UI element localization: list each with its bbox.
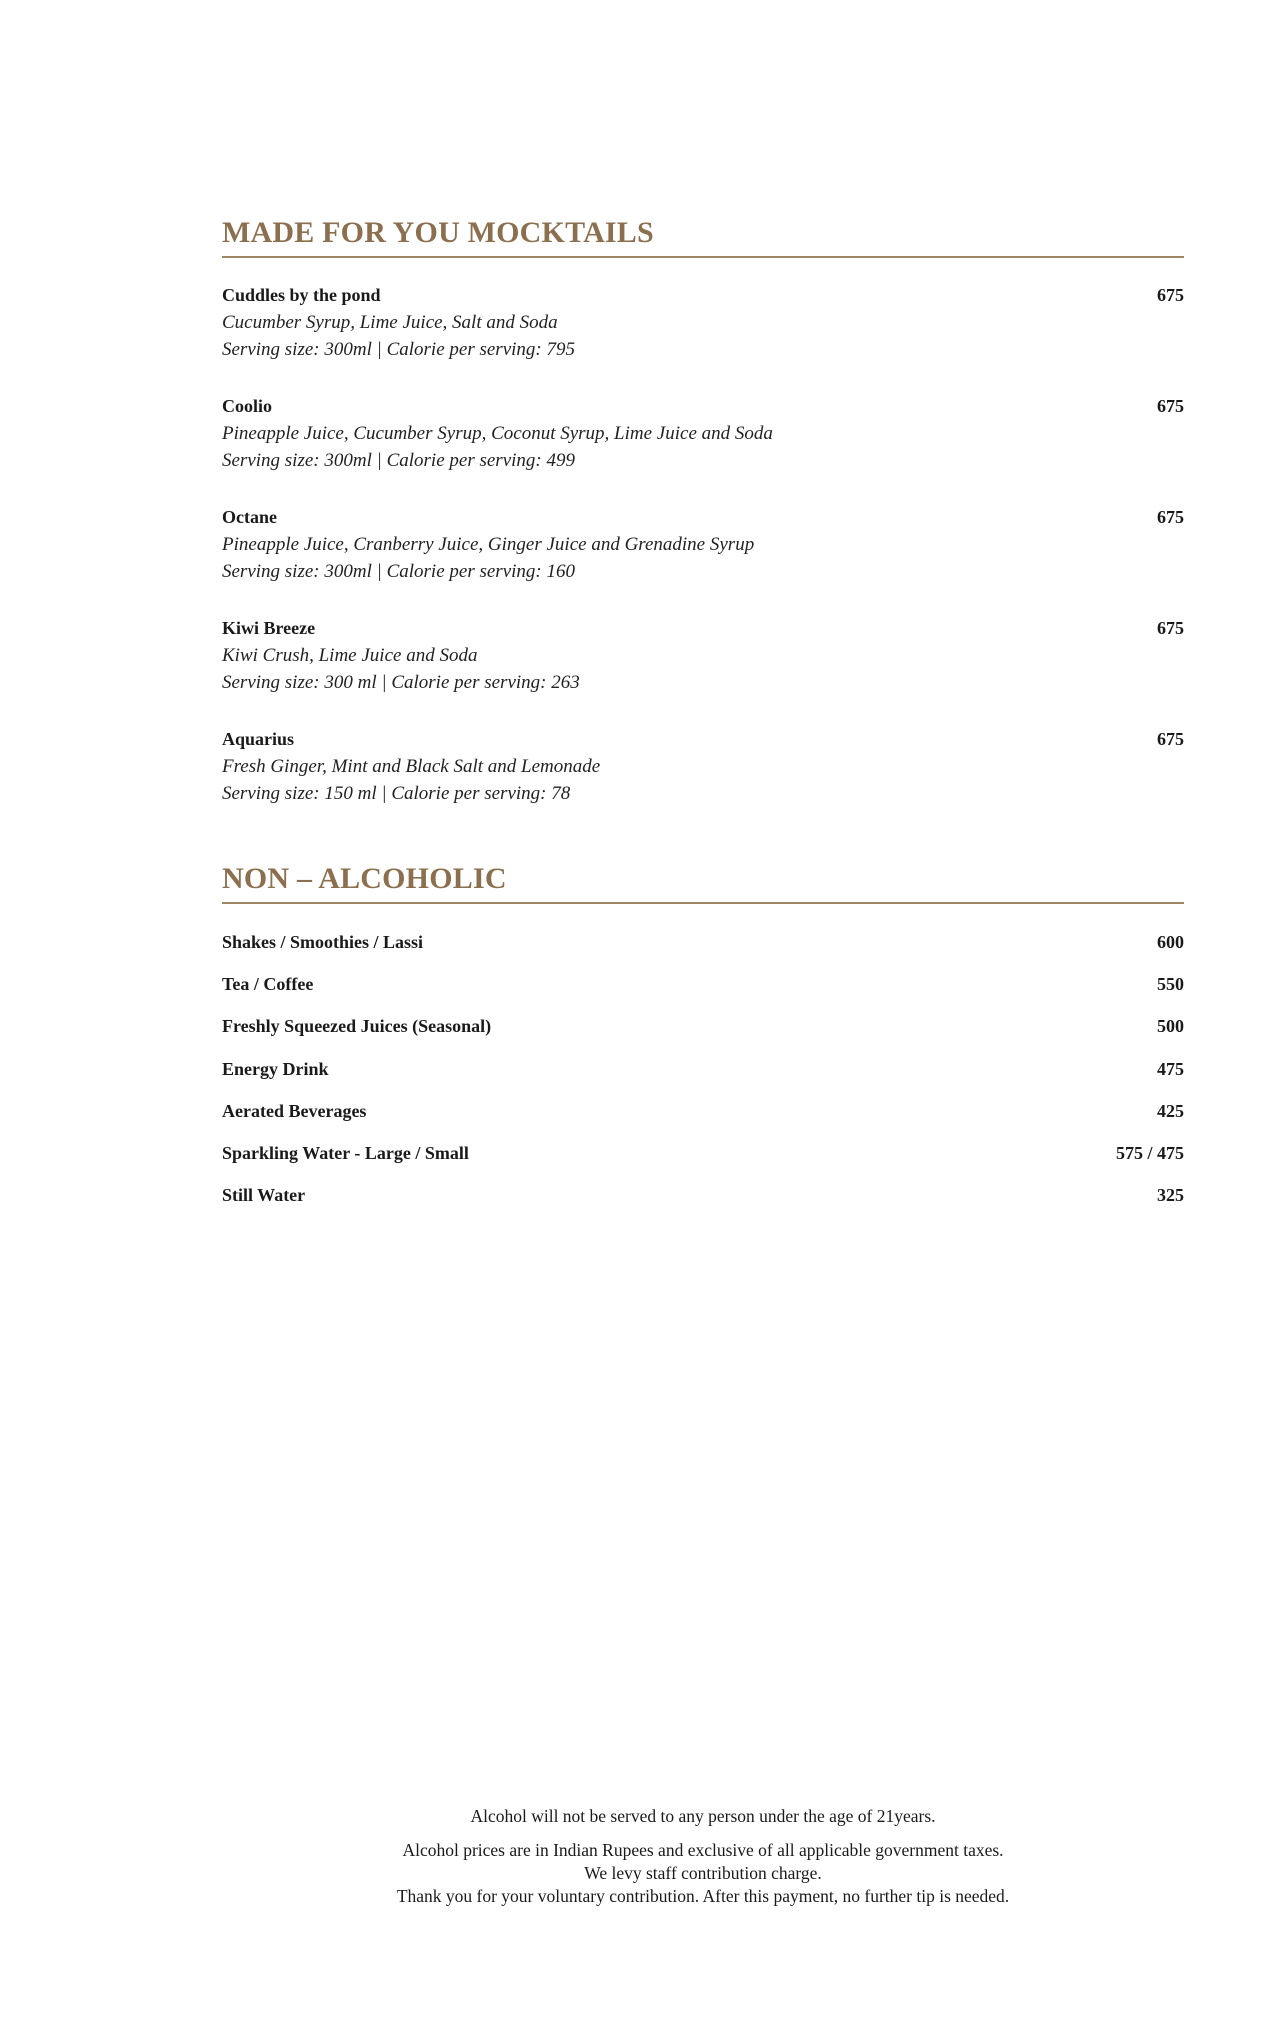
item-description: Fresh Ginger, Mint and Black Salt and Lemonade	[222, 756, 601, 777]
item-serving-info: Serving size: 300ml | Calorie per serving: 795	[222, 339, 575, 360]
item-name: Freshly Squeezed Juices (Seasonal)	[222, 1016, 492, 1036]
item-price: 500	[1157, 1016, 1184, 1036]
item-description: Cucumber Syrup, Lime Juice, Salt and Soda	[222, 312, 558, 333]
menu-item	[222, 282, 1184, 363]
item-price: 550	[1157, 974, 1184, 994]
item-name: Tea / Coffee	[222, 974, 314, 994]
item-price: 600	[1157, 932, 1184, 952]
item-description: Pineapple Juice, Cranberry Juice, Ginger Juice and Grenadine Syrup	[222, 534, 755, 555]
item-price: 675	[1157, 285, 1184, 305]
item-price: 475	[1157, 1059, 1184, 1079]
item-name: Still Water	[222, 1185, 306, 1205]
item-name: Cuddles by the pond	[222, 285, 381, 305]
age-notice: Alcohol will not be served to any person under the age of 21years.	[470, 1806, 936, 1826]
tip-notice: Thank you for your voluntary contribution. After this payment, no further tip is needed.	[396, 1886, 1010, 1906]
item-price: 575 / 475	[1115, 1143, 1184, 1163]
menu-item	[222, 929, 1184, 956]
menu-item	[222, 726, 1184, 807]
item-serving-info: Serving size: 150 ml | Calorie per serving: 78	[222, 783, 571, 804]
item-price: 675	[1157, 507, 1184, 527]
item-serving-info: Serving size: 300ml | Calorie per serving: 160	[222, 561, 575, 582]
item-name: Octane	[222, 507, 277, 527]
menu-item	[222, 1013, 1184, 1040]
non-alcoholic-heading: NON – ALCOHOLIC	[222, 862, 507, 895]
menu-item	[222, 1098, 1184, 1125]
item-price: 675	[1157, 729, 1184, 749]
menu-item	[222, 615, 1184, 696]
menu-item	[222, 1140, 1184, 1167]
menu-item	[222, 1056, 1184, 1083]
menu-item	[222, 971, 1184, 998]
item-name: Shakes / Smoothies / Lassi	[222, 932, 424, 952]
item-price: 675	[1157, 618, 1184, 638]
item-name: Sparkling Water - Large / Small	[222, 1143, 469, 1163]
item-price: 675	[1157, 396, 1184, 416]
non-alcoholic-divider	[222, 902, 1184, 904]
menu-item	[222, 504, 1184, 585]
item-price: 325	[1157, 1185, 1184, 1205]
item-name: Coolio	[222, 396, 273, 416]
item-serving-info: Serving size: 300ml | Calorie per serving: 499	[222, 450, 575, 471]
staff-charge-notice: We levy staff contribution charge.	[584, 1863, 822, 1883]
item-name: Energy Drink	[222, 1059, 329, 1079]
tax-notice: Alcohol prices are in Indian Rupees and exclusive of all applicable government taxes.	[402, 1840, 1004, 1860]
item-description: Pineapple Juice, Cucumber Syrup, Coconut Syrup, Lime Juice and Soda	[222, 423, 773, 444]
mocktails-divider	[222, 256, 1184, 258]
item-description: Kiwi Crush, Lime Juice and Soda	[222, 645, 478, 666]
item-name: Kiwi Breeze	[222, 618, 316, 638]
item-name: Aerated Beverages	[222, 1101, 367, 1121]
item-name: Aquarius	[222, 729, 295, 749]
mocktails-heading: MADE FOR YOU MOCKTAILS	[222, 216, 654, 249]
menu-item	[222, 393, 1184, 474]
item-serving-info: Serving size: 300 ml | Calorie per serving: 263	[222, 672, 580, 693]
item-price: 425	[1157, 1101, 1184, 1121]
menu-item	[222, 1182, 1184, 1209]
